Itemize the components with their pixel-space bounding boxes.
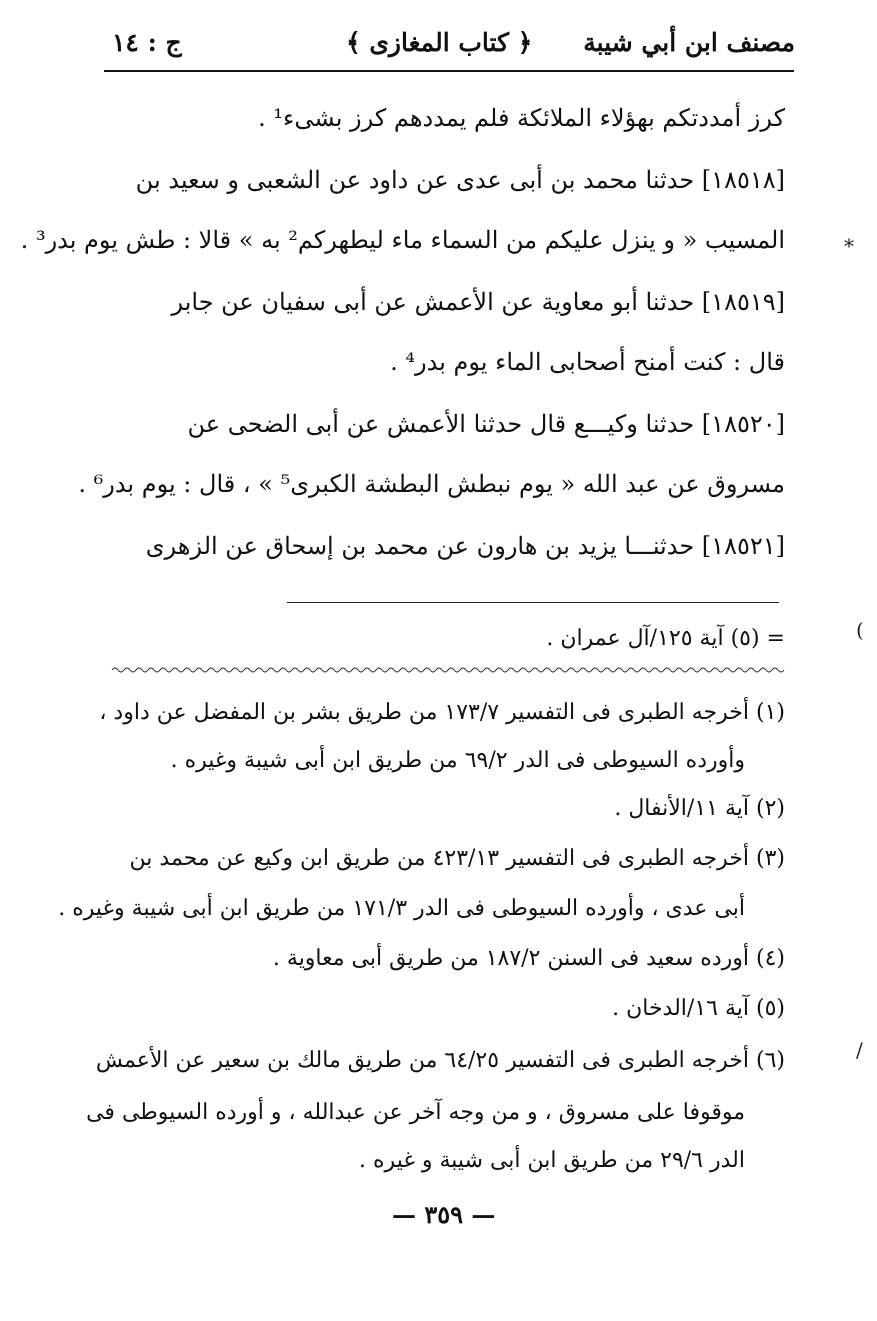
footnote-1: (١) أخرجه الطبرى فى التفسير ١٧٣/٧ من طريق بشر بن المفضل عن داود ، <box>99 700 785 725</box>
page-header <box>0 18 877 78</box>
footnote-4: (٤) أورده سعيد فى السنن ١٨٧/٢ من طريق أبى معاوية . <box>272 946 785 971</box>
header-rule <box>104 70 794 72</box>
wavy-divider <box>112 666 788 674</box>
margin-mark: ⁎ <box>844 228 854 252</box>
body-line: مسروق عن عبد الله « يوم نبطش البطشة الكبرى⁵ » ، قال : يوم بدر⁶ . <box>78 470 785 498</box>
footnote-6: (٦) أخرجه الطبرى فى التفسير ٦٤/٢٥ من طريق مالك بن سعير عن الأعمش <box>95 1048 785 1073</box>
page-number: — ٣٥٩ — <box>392 1200 496 1229</box>
footnote-3: (٣) أخرجه الطبرى فى التفسير ٤٢٣/١٣ من طريق ابن وكيع عن محمد بن <box>129 846 785 871</box>
hadith-18521-line: [١٨٥٢١] حدثنـــا يزيد بن هارون عن محمد بن إسحاق عن الزهرى <box>145 532 785 560</box>
footnote-3-continuation: أبى عدى ، وأورده السيوطى فى الدر ١٧١/٣ من طريق ابن أبى شيبة وغيره . <box>58 896 745 921</box>
section-title: ﴿ كتاب المغازى ﴾ <box>346 28 533 57</box>
footnote-continuation: = (٥) آية ١٢٥/آل عمران . <box>546 626 785 651</box>
body-line: المسيب « و ينزل عليكم من السماء ماء ليطهركم² به » قالا : طش يوم بدر³ . <box>20 226 785 254</box>
body-line: كرز أمددتكم بهؤلاء الملائكة فلم يمددهم كرز بشىء¹ . <box>258 104 785 132</box>
footnote-2: (٢) آية ١١/الأنفال . <box>614 796 785 821</box>
margin-mark: ) <box>856 618 864 642</box>
body-line: قال : كنت أمنح أصحابى الماء يوم بدر⁴ . <box>390 348 785 376</box>
footnote-1-continuation: وأورده السيوطى فى الدر ٦٩/٢ من طريق ابن أبى شيبة وغيره . <box>170 748 745 773</box>
hadith-18520-line: [١٨٥٢٠] حدثنا وكيـــع قال حدثنا الأعمش عن أبى الضحى عن <box>187 410 785 438</box>
margin-mark: / <box>856 1038 863 1062</box>
book-title: مصنف ابن أبي شيبة <box>583 28 795 57</box>
footnote-5: (٥) آية ١٦/الدخان . <box>612 996 785 1021</box>
footnote-6-continuation: موقوفا على مسروق ، و من وجه آخر عن عبدالله ، و أورده السيوطى فى <box>86 1100 745 1125</box>
hadith-18519-line: [١٨٥١٩] حدثنا أبو معاوية عن الأعمش عن أبى سفيان عن جابر <box>171 288 785 316</box>
hadith-18518-line: [١٨٥١٨] حدثنا محمد بن أبى عدى عن داود عن الشعبى و سعيد بن <box>135 166 785 194</box>
footnote-6-continuation: الدر ٢٩/٦ من طريق ابن أبى شيبة و غيره . <box>359 1148 745 1173</box>
volume-number: ج : ١٤ <box>112 28 182 57</box>
footnote-separator <box>287 602 779 603</box>
